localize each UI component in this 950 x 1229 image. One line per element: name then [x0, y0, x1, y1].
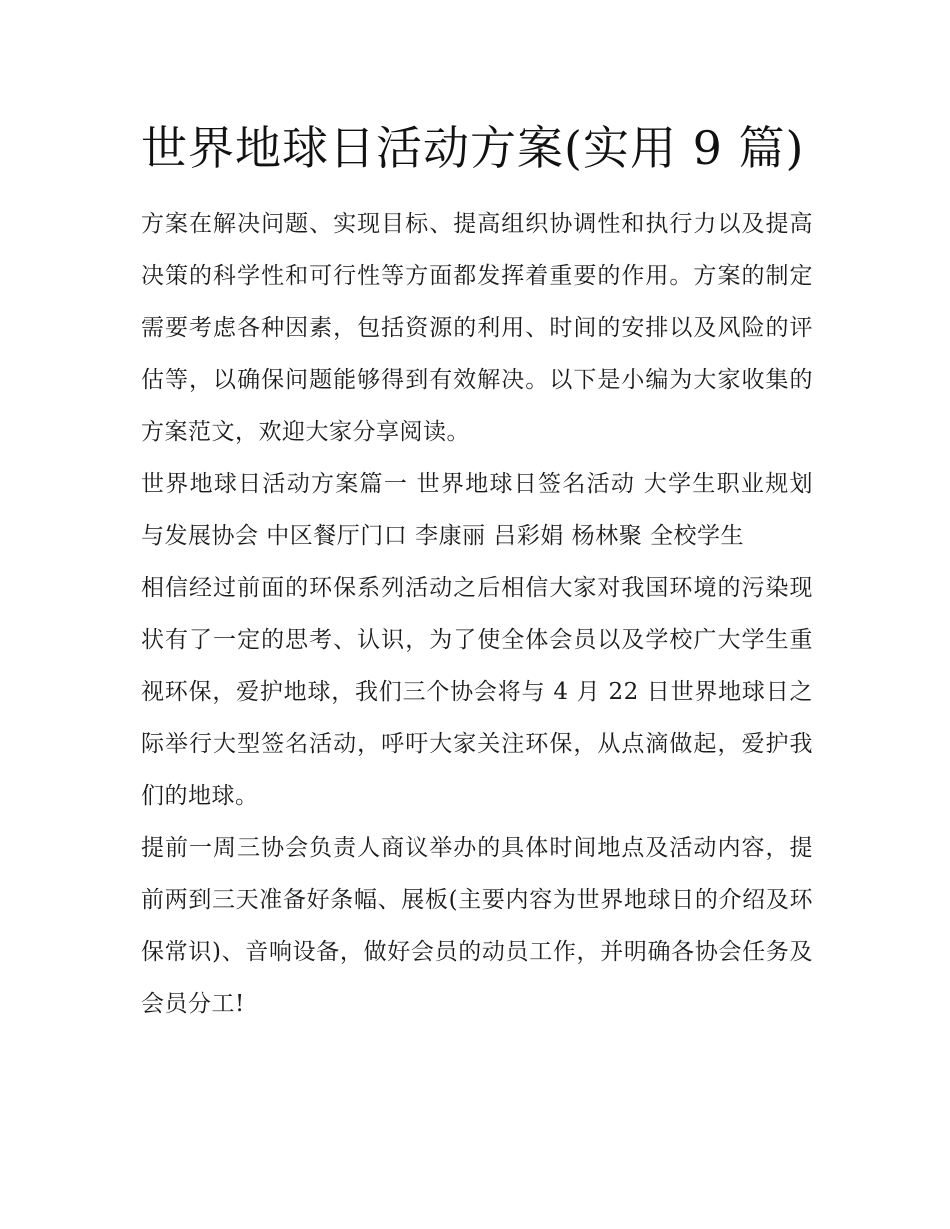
background-paragraph: 相信经过前面的环保系列活动之后相信大家对我国环境的污染现状有了一定的思考、认识，为了使全体会员以及学校广大学生重视环保，爱护地球，我们三个协会将与 4 月 22 日世界地球日之际举行大型签名活动，呼吁大家关注环保，从点滴做起，爱护我们的地球。 — [141, 575, 813, 809]
plan-one-summary-paragraph: 世界地球日活动方案篇一 世界地球日签名活动 大学生职业规划与发展协会 中区餐厅门口 李康丽 吕彩娟 杨林聚 全校学生 — [141, 471, 813, 549]
preparation-paragraph: 提前一周三协会负责人商议举办的具体时间地点及活动内容，提前两到三天准备好条幅、展板(主要内容为世界地球日的介绍及环保常识)、音响设备，做好会员的动员工作，并明确各协会任务及会员分工! — [141, 835, 813, 1017]
document-title: 世界地球日活动方案(实用 9 篇) — [141, 121, 805, 175]
document-body — [141, 112, 813, 1030]
intro-paragraph: 方案在解决问题、实现目标、提高组织协调性和执行力以及提高决策的科学性和可行性等方面都发挥着重要的作用。方案的制定需要考虑各种因素，包括资源的利用、时间的安排以及风险的评估等，以确保问题能够得到有效解决。以下是小编为大家收集的方案范文，欢迎大家分享阅读。 — [141, 211, 813, 445]
